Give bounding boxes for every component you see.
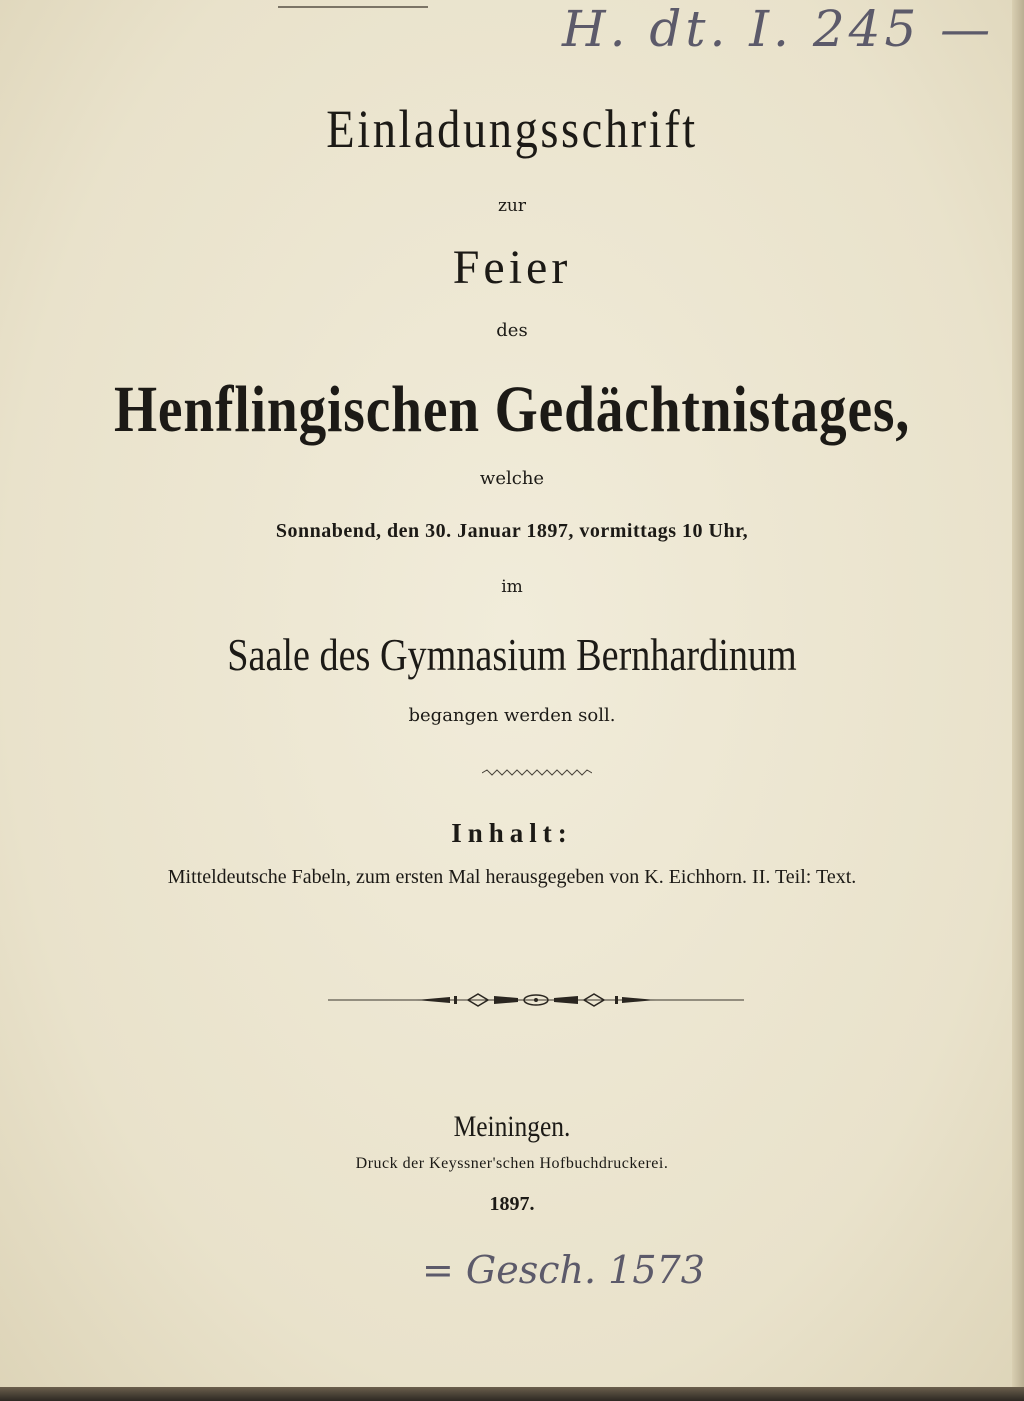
contents-text: Mitteldeutsche Fabeln, zum ersten Mal herausgegeben von K. Eichhorn. II. Teil: Text. <box>167 866 857 888</box>
handwritten-note: = Gesch. 1573 <box>422 1248 705 1292</box>
begangen-text: begangen werden soll. <box>408 705 616 726</box>
welche-text: welche <box>479 468 545 489</box>
top-margin-rule <box>278 6 428 8</box>
feier-heading: Feier <box>452 241 572 294</box>
des-text: des <box>496 320 528 341</box>
zur-text: zur <box>497 196 527 216</box>
page-edge-bottom <box>0 1387 1024 1401</box>
document-title: Einladungsschrift <box>326 99 698 159</box>
ornamental-divider <box>328 990 744 1010</box>
im-text: im <box>501 577 523 597</box>
event-heading: Henflingischen Gedächtnistages, <box>113 373 911 446</box>
city-heading: Meiningen. <box>453 1110 571 1143</box>
inhalt-heading: Inhalt: <box>451 818 573 848</box>
handwritten-shelfmark: H. dt. I. 245 — <box>562 0 995 58</box>
date-line: Sonnabend, den 30. Januar 1897, vormittags 10 Uhr, <box>275 520 749 542</box>
printer-line: Druck der Keyssner'schen Hofbuchdruckerei. <box>355 1155 669 1172</box>
year-line: 1897. <box>489 1193 535 1215</box>
wavy-divider <box>482 768 592 778</box>
location-heading: Saale des Gymnasium Bernhardinum <box>227 629 797 680</box>
